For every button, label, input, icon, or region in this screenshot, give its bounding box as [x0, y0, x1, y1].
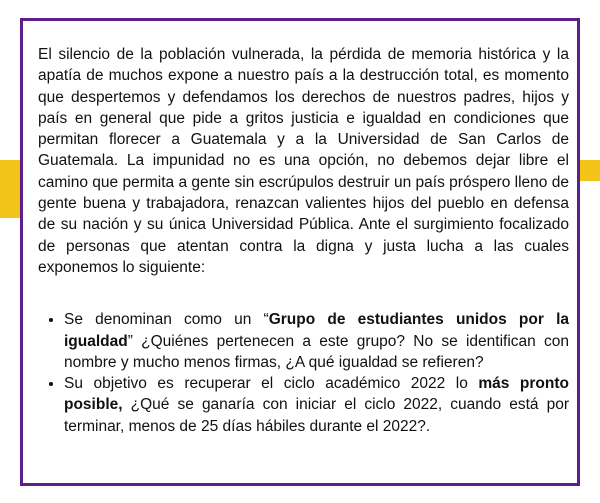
document-frame [20, 18, 580, 486]
right-accent-tab [579, 160, 600, 181]
bullet-text-end: ” ¿Quiénes pertenecen a este grupo? No se identifican con nombre y mucho menos firmas, ¿A qué igualdad se refieren? [64, 332, 569, 371]
bullet-emphasis: más pronto posible, [64, 375, 569, 414]
bullet-item-2 [64, 373, 569, 437]
document-content [38, 44, 569, 437]
intro-paragraph: El silencio de la población vulnerada, la pérdida de memoria histórica y la apatía de muchos expone a nuestro país a la destrucción total, es momento que despertemos y defendamos los derechos de nuestros padres, hijos y país en general que pide a gritos justicia e igualdad en condiciones que permitan florecer a Guatemala y a la Universidad de San Carlos de Guatemala. La impunidad no es una opción, no debemos dejar libre el camino que permita a gente sin escrúpulos destruir un país próspero lleno de gente buena y trabajadora, renazcan valientes hijos del pueblo en defensa de su nación y su única Universidad Pública. Ante el surgimiento focalizado de personas que atentan contra la digna y justa lucha a las cuales exponemos lo siguiente: [38, 46, 569, 276]
bullet-text-end: ¿Qué se ganaría con iniciar el ciclo 2022, cuando está por terminar, menos de 25 días hábiles durante el 2022?. [64, 396, 569, 435]
bullet-text-start: Se denominan como un “ [64, 311, 269, 329]
bullet-emphasis: Grupo de estudiantes unidos por la igualdad [64, 311, 569, 350]
bullet-list [38, 309, 569, 437]
bullet-text-start: Su objetivo es recuperar el ciclo académico 2022 lo [64, 375, 479, 393]
left-accent-tab [0, 160, 22, 218]
bullet-item-1 [64, 309, 569, 373]
